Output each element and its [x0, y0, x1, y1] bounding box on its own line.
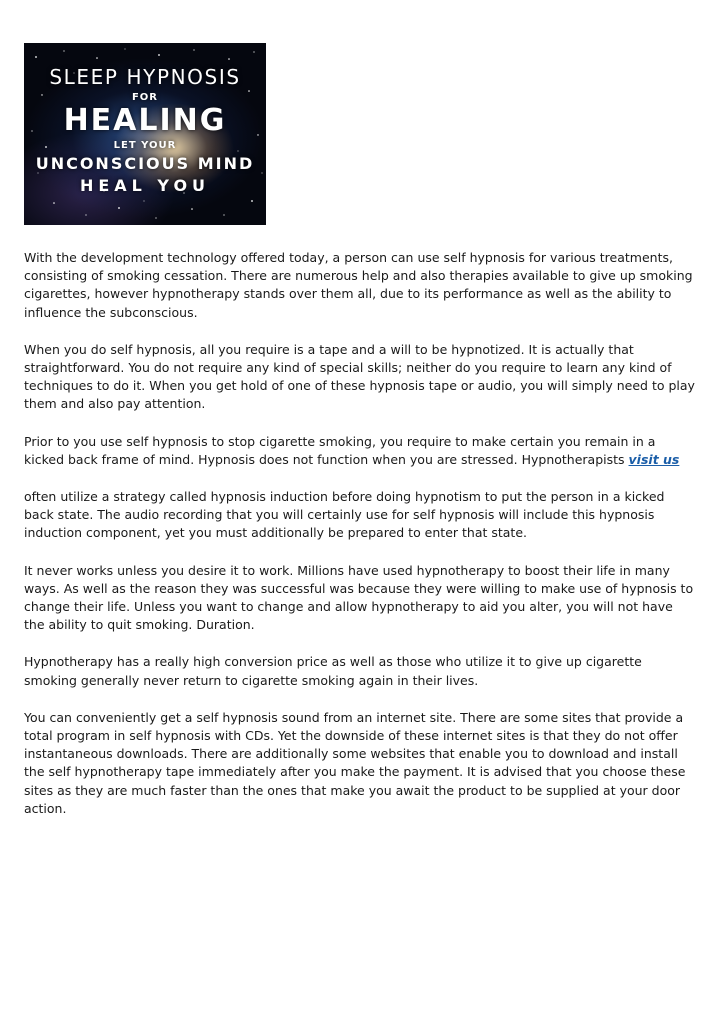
paragraph [24, 433, 696, 469]
hero-title-line: HEALING [63, 103, 227, 138]
paragraph: You can conveniently get a self hypnosis sound from an internet site. There are some sites that provide a total program in self hypnosis with CDs. Yet the downside of these internet sites is that they do not offer instantaneous downloads. There are additionally some websites that enable you to download and install the self hypnotherapy tape immediately after you make the payment. It is advised that you choose these sites as they are much faster than the ones that make you await the product to be supplied at your door action. [24, 709, 686, 816]
hero-title-line: LET YOUR [113, 140, 177, 151]
hero-title-line: FOR [131, 92, 159, 103]
visit-us-link[interactable]: visit us [628, 451, 680, 467]
article-body [24, 249, 696, 837]
hero-title-line: UNCONSCIOUS MIND [35, 154, 255, 173]
paragraph: It never works unless you desire it to work. Millions have used hypnotherapy to boost their life in many ways. As well as the reason they was successful was because they were willing to make use of hypnosis to change their life. Unless you want to change and allow hypnotherapy to aid you alter, you will not have the ability to quit smoking. Duration. [24, 562, 694, 633]
paragraph: often utilize a strategy called hypnosis induction before doing hypnotism to put the person in a kicked back state. The audio recording that you will certainly use for self hypnosis will include this hypnosis induction component, yet you must additionally be prepared to enter that state. [24, 489, 665, 541]
hero-image [24, 43, 266, 225]
hero-title-line: SLEEP HYPNOSIS [49, 65, 241, 89]
paragraph: When you do self hypnosis, all you require is a tape and a will to be hypnotized. It is actually that straightforward. You do not require any kind of special skills; neither do you require to learn any kind of techniques to do it. When you get hold of one of these hypnosis tape or audio, you will simply need to play them and also pay attention. [24, 341, 695, 412]
hero-title-line: HEAL YOU [79, 176, 211, 195]
paragraph: Hypnotherapy has a really high conversion price as well as those who utilize it to give up cigarette smoking generally never return to cigarette smoking again in their lives. [24, 654, 642, 688]
paragraph-text: Prior to you use self hypnosis to stop cigarette smoking, you require to make certain you remain in a kicked back frame of mind. Hypnosis does not function when you are stressed. Hypnotherapists [24, 433, 656, 467]
paragraph: With the development technology offered today, a person can use self hypnosis for various treatments, consisting of smoking cessation. There are numerous help and also therapies available to give up smoking cigarettes, however hypnotherapy stands over them all, due to its performance as well as the ability to influence the subconscious. [24, 250, 693, 320]
